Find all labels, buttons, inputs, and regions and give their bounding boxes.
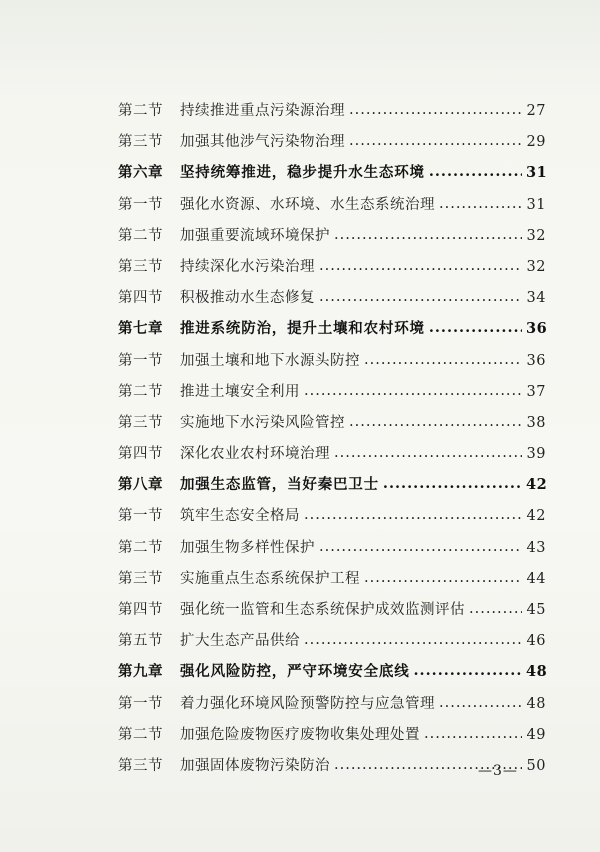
toc-entry-title: 深化农业农村环境治理 — [180, 446, 330, 463]
toc-entry-title: 强化统一监管和生态系统保护成效监测评估 — [180, 602, 465, 618]
toc-entry-page: 48 — [526, 663, 548, 681]
toc-entry-number: 第一节 — [118, 508, 163, 525]
toc-chapter-row[interactable] — [118, 473, 546, 504]
dot-leader — [439, 695, 522, 711]
toc-entry-page: 31 — [526, 196, 546, 213]
toc-section-row[interactable] — [118, 442, 546, 473]
toc-entry-page: 42 — [526, 508, 546, 525]
toc-entry-number: 第二节 — [118, 103, 163, 119]
toc-section-row[interactable] — [118, 411, 546, 442]
dot-leader — [414, 662, 523, 679]
toc-entry-number: 第二节 — [118, 539, 163, 556]
toc-entry-number: 第七章 — [118, 320, 163, 338]
toc-entry-title: 实施重点生态系统保护工程 — [180, 570, 360, 587]
toc-entry-title: 推进土壤安全利用 — [180, 383, 300, 400]
toc-entry-page: 36 — [526, 352, 546, 369]
toc-entry-title: 积极推动水生态修复 — [180, 290, 315, 307]
toc-entry-number: 第三节 — [118, 258, 163, 275]
toc-entry-number: 第三节 — [118, 570, 163, 587]
toc-entry-page: 38 — [526, 414, 546, 431]
toc-entry-page: 43 — [526, 539, 546, 556]
toc-entry-title: 加强生物多样性保护 — [180, 539, 315, 556]
toc-entry-number: 第二节 — [118, 227, 163, 244]
toc-chapter-row[interactable] — [118, 660, 546, 691]
toc-entry-title: 持续推进重点污染源治理 — [180, 103, 345, 119]
toc-entry-number: 第八章 — [118, 476, 163, 494]
toc-section-row[interactable] — [118, 193, 546, 224]
toc-entry-page: 49 — [526, 726, 546, 743]
toc-entry-number: 第二节 — [118, 726, 163, 743]
dot-leader — [334, 445, 522, 461]
toc-entry-title: 加强固体废物污染防治 — [180, 757, 330, 774]
toc-entry-number: 第三节 — [118, 134, 163, 151]
toc-entry-title: 着力强化环境风险预警防控与应急管理 — [180, 695, 435, 712]
dot-leader — [349, 133, 522, 149]
toc-entry-page: 50 — [526, 757, 546, 774]
toc-entry-title: 加强重要流域环境保护 — [180, 227, 330, 244]
toc-entry-title: 推进系统防治，提升土壤和农村环境 — [180, 320, 425, 338]
toc-entry-number: 第一节 — [118, 352, 163, 369]
dot-leader — [364, 570, 522, 586]
page-number-footer: —3— — [478, 763, 518, 779]
dot-leader — [304, 507, 522, 523]
dot-leader — [383, 475, 522, 492]
dot-leader — [429, 163, 522, 180]
toc-section-row[interactable] — [118, 504, 546, 535]
dot-leader — [319, 539, 522, 555]
toc-section-row[interactable] — [118, 723, 546, 754]
toc-entry-title: 加强生态监管，当好秦巴卫士 — [180, 476, 379, 494]
toc-entry-page: 29 — [526, 134, 546, 151]
toc-entry-title: 筑牢生态安全格局 — [180, 508, 300, 525]
toc-entry-title: 加强其他涉气污染物治理 — [180, 134, 345, 151]
toc-entry-number: 第三节 — [118, 757, 163, 774]
toc-section-row[interactable] — [118, 536, 546, 567]
toc-entry-page: 46 — [526, 633, 546, 650]
toc-entry-number: 第五节 — [118, 633, 163, 650]
dot-leader — [304, 632, 522, 648]
toc-entry-page: 37 — [526, 383, 546, 400]
dot-leader — [439, 196, 522, 212]
toc-entry-page: 45 — [526, 602, 546, 618]
dot-leader — [424, 726, 522, 742]
dot-leader — [364, 352, 522, 368]
toc-entry-title: 持续深化水污染治理 — [180, 258, 315, 275]
toc-entry-number: 第六章 — [118, 164, 163, 182]
toc-entry-page: 27 — [526, 103, 546, 119]
dot-leader — [469, 601, 522, 617]
toc-entry-number: 第二节 — [118, 383, 163, 400]
toc-entry-page: 32 — [526, 227, 546, 244]
toc-entry-title: 强化风险防控，严守环境安全底线 — [180, 663, 410, 681]
toc-entry-number: 第一节 — [118, 695, 163, 712]
toc-entry-title: 坚持统筹推进，稳步提升水生态环境 — [180, 164, 425, 182]
toc-section-row[interactable] — [118, 255, 546, 286]
toc-entry-title: 加强土壤和地下水源头防控 — [180, 352, 360, 369]
toc-chapter-row[interactable] — [118, 161, 546, 192]
toc-section-row[interactable] — [118, 692, 546, 723]
toc-section-row[interactable] — [118, 567, 546, 598]
toc-section-row[interactable] — [118, 629, 546, 660]
toc-section-row[interactable] — [118, 99, 546, 130]
dot-leader — [429, 319, 522, 336]
dot-leader — [334, 227, 522, 243]
toc-section-row[interactable] — [118, 380, 546, 411]
toc-section-row[interactable] — [118, 224, 546, 255]
dot-leader — [349, 102, 522, 118]
toc-entry-number: 第四节 — [118, 602, 163, 618]
toc-entry-page: 42 — [526, 476, 548, 494]
dot-leader — [349, 414, 522, 430]
toc-entry-number: 第九章 — [118, 663, 163, 681]
toc-entry-page: 44 — [526, 570, 546, 587]
toc-entry-number: 第四节 — [118, 446, 163, 463]
toc-entry-page: 32 — [526, 258, 546, 275]
table-of-contents — [118, 99, 546, 785]
toc-entry-page: 31 — [526, 164, 548, 182]
toc-entry-page: 34 — [526, 290, 546, 307]
toc-entry-page: 48 — [526, 695, 546, 712]
toc-entry-title: 扩大生态产品供给 — [180, 633, 300, 650]
toc-entry-number: 第三节 — [118, 414, 163, 431]
toc-entry-title: 实施地下水污染风险管控 — [180, 414, 345, 431]
toc-section-row[interactable] — [118, 286, 546, 317]
dot-leader — [304, 383, 522, 399]
toc-entry-title: 强化水资源、水环境、水生态系统治理 — [180, 196, 435, 213]
toc-entry-page: 39 — [526, 446, 546, 463]
toc-section-row[interactable] — [118, 349, 546, 380]
toc-entry-title: 加强危险废物医疗废物收集处理处置 — [180, 726, 420, 743]
toc-entry-number: 第四节 — [118, 290, 163, 307]
toc-chapter-row[interactable] — [118, 317, 546, 348]
toc-entry-page: 36 — [526, 320, 548, 338]
dot-leader — [319, 258, 522, 274]
toc-section-row[interactable] — [118, 598, 546, 629]
toc-entry-number: 第一节 — [118, 196, 163, 213]
toc-section-row[interactable] — [118, 130, 546, 161]
dot-leader — [319, 289, 522, 305]
